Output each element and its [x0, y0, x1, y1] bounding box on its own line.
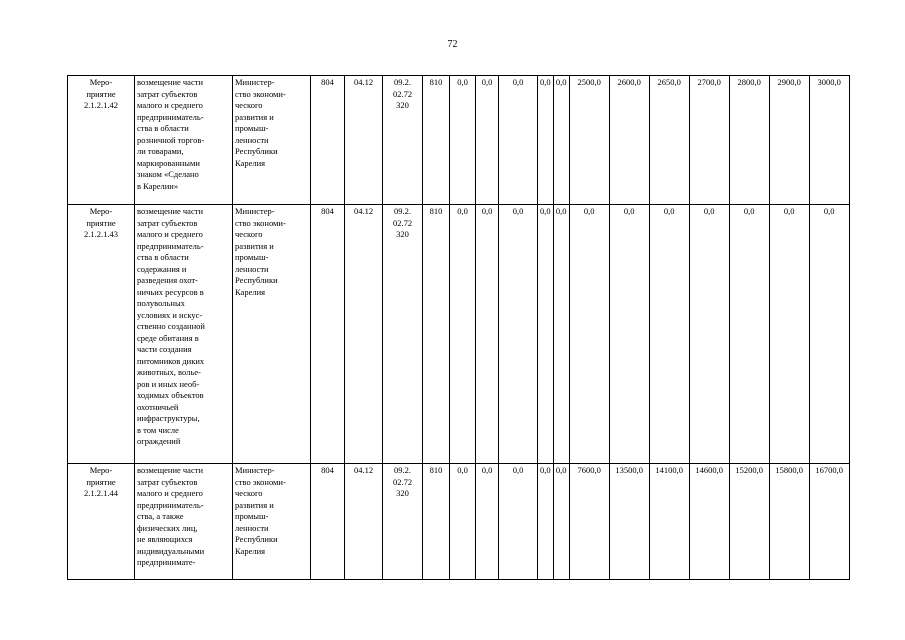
value-cell: 0,0 — [649, 205, 689, 464]
value-cell: 15200,0 — [729, 464, 769, 580]
table-row — [68, 205, 850, 464]
event-label-cell: Меро- приятие 2.1.2.1.43 — [68, 205, 135, 464]
event-description-cell: возмещение части затрат субъектов малого и среднего предприниматель- ства, а также физических лиц, не являющихся индивидуальными предпринимате- — [135, 464, 233, 580]
value-cell: 0,0 — [476, 464, 499, 580]
value-cell: 0,0 — [450, 205, 476, 464]
value-cell: 0,0 — [553, 205, 569, 464]
value-cell: 0,0 — [538, 76, 554, 205]
grbs-code-cell: 804 — [311, 464, 345, 580]
value-cell: 0,0 — [689, 205, 729, 464]
vr-code-cell: 810 — [423, 464, 450, 580]
value-cell: 2600,0 — [609, 76, 649, 205]
executor-cell: Министер- ство экономи- ческого развития и промыш- ленности Республики Карелия — [233, 464, 311, 580]
value-cell: 0,0 — [450, 76, 476, 205]
rzpr-code-cell: 04.12 — [345, 76, 383, 205]
value-cell: 0,0 — [729, 205, 769, 464]
vr-code-cell: 810 — [423, 205, 450, 464]
csr-code-cell: 09.2. 02.72 320 — [383, 464, 423, 580]
grbs-code-cell: 804 — [311, 76, 345, 205]
value-cell: 16700,0 — [809, 464, 849, 580]
value-cell: 0,0 — [538, 205, 554, 464]
grbs-code-cell: 804 — [311, 205, 345, 464]
table-row — [68, 76, 850, 205]
rzpr-code-cell: 04.12 — [345, 205, 383, 464]
value-cell: 14600,0 — [689, 464, 729, 580]
value-cell: 13500,0 — [609, 464, 649, 580]
value-cell: 2650,0 — [649, 76, 689, 205]
value-cell: 0,0 — [450, 464, 476, 580]
value-cell: 14100,0 — [649, 464, 689, 580]
value-cell: 0,0 — [538, 464, 554, 580]
value-cell: 0,0 — [769, 205, 809, 464]
value-cell: 2900,0 — [769, 76, 809, 205]
budget-table — [67, 75, 850, 580]
event-label-cell: Меро- приятие 2.1.2.1.42 — [68, 76, 135, 205]
event-label-cell: Меро- приятие 2.1.2.1.44 — [68, 464, 135, 580]
value-cell: 0,0 — [499, 205, 538, 464]
value-cell: 3000,0 — [809, 76, 849, 205]
rzpr-code-cell: 04.12 — [345, 464, 383, 580]
value-cell: 0,0 — [553, 464, 569, 580]
value-cell: 0,0 — [499, 464, 538, 580]
value-cell: 0,0 — [553, 76, 569, 205]
value-cell: 15800,0 — [769, 464, 809, 580]
value-cell: 2800,0 — [729, 76, 769, 205]
value-cell: 2700,0 — [689, 76, 729, 205]
page-number: 72 — [447, 39, 458, 50]
value-cell: 0,0 — [569, 205, 609, 464]
csr-code-cell: 09.2. 02.72 320 — [383, 76, 423, 205]
event-description-cell: возмещение части затрат субъектов малого и среднего предприниматель- ства в области содержания и разведения охот- ничьих ресурсов в полувольных условиях и искус- ственно созданной среде обитания в части создания питомников диких животных, волье- ров и иных необ- ходимых объектов охотничьей инфраструктуры, в том числе ограждений — [135, 205, 233, 464]
value-cell: 0,0 — [476, 76, 499, 205]
value-cell: 0,0 — [809, 205, 849, 464]
value-cell: 7600,0 — [569, 464, 609, 580]
csr-code-cell: 09.2. 02.72 320 — [383, 205, 423, 464]
value-cell: 0,0 — [499, 76, 538, 205]
executor-cell: Министер- ство экономи- ческого развития и промыш- ленности Республики Карелия — [233, 76, 311, 205]
event-description-cell: возмещение части затрат субъектов малого и среднего предприниматель- ства в области розничной торгов- ли товарами, маркированными знаком «Сделано в Карелии» — [135, 76, 233, 205]
vr-code-cell: 810 — [423, 76, 450, 205]
executor-cell: Министер- ство экономи- ческого развития и промыш- ленности Республики Карелия — [233, 205, 311, 464]
value-cell: 2500,0 — [569, 76, 609, 205]
value-cell: 0,0 — [609, 205, 649, 464]
table-row — [68, 464, 850, 580]
value-cell: 0,0 — [476, 205, 499, 464]
